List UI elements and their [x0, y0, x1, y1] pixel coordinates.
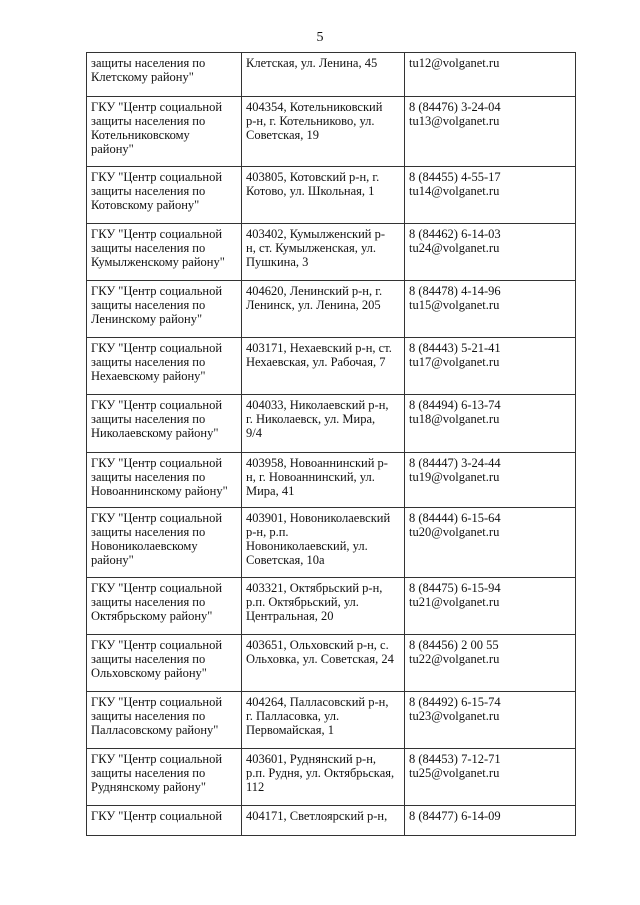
table-row: [87, 635, 576, 692]
table-row: [87, 224, 576, 281]
contact-cell: 8 (84455) 4-55-17 tu14@volganet.ru: [405, 167, 576, 224]
contact-cell: 8 (84462) 6-14-03 tu24@volganet.ru: [405, 224, 576, 281]
contact-cell: 8 (84475) 6-15-94 tu21@volganet.ru: [405, 578, 576, 635]
org-name-cell: ГКУ "Центр социальной защиты населения по Котельниковскому району": [87, 97, 242, 167]
org-name-cell: ГКУ "Центр социальной защиты населения по Ленинскому району": [87, 281, 242, 338]
table-row: [87, 692, 576, 749]
org-name-cell: ГКУ "Центр социальной защиты населения по Палласовскому району": [87, 692, 242, 749]
address-cell: 404264, Палласовский р-н, г. Палласовка, ул. Первомайская, 1: [242, 692, 405, 749]
table-row: [87, 508, 576, 578]
org-name-cell: ГКУ "Центр социальной защиты населения по Новониколаевскому району": [87, 508, 242, 578]
address-cell: 403901, Новониколаевский р-н, р.п. Новониколаевский, ул. Советская, 10а: [242, 508, 405, 578]
address-cell: 403171, Нехаевский р-н, ст. Нехаевская, ул. Рабочая, 7: [242, 338, 405, 395]
org-name-cell: ГКУ "Центр социальной защиты населения по Руднянскому району": [87, 749, 242, 806]
table-row: [87, 749, 576, 806]
org-name-cell: ГКУ "Центр социальной защиты населения по Кумылженскому району": [87, 224, 242, 281]
address-cell: 403805, Котовский р-н, г. Котово, ул. Школьная, 1: [242, 167, 405, 224]
page-number: 5: [316, 30, 324, 45]
table-row: [87, 167, 576, 224]
table-row: [87, 281, 576, 338]
address-cell: Клетская, ул. Ленина, 45: [242, 53, 405, 97]
table-body: [87, 53, 576, 836]
address-cell: 403601, Руднянский р-н, р.п. Рудня, ул. Октябрьская, 112: [242, 749, 405, 806]
contact-cell: 8 (84444) 6-15-64 tu20@volganet.ru: [405, 508, 576, 578]
contact-cell: 8 (84447) 3-24-44 tu19@volganet.ru: [405, 453, 576, 508]
address-cell: 403958, Новоаннинский р- н, г. Новоаннинский, ул. Мира, 41: [242, 453, 405, 508]
table-row: [87, 453, 576, 508]
address-cell: 404354, Котельниковский р-н, г. Котельниково, ул. Советская, 19: [242, 97, 405, 167]
org-name-cell: ГКУ "Центр социальной: [87, 806, 242, 836]
contact-cell: 8 (84453) 7-12-71 tu25@volganet.ru: [405, 749, 576, 806]
table-row: [87, 53, 576, 97]
address-cell: 404033, Николаевский р-н, г. Николаевск, ул. Мира, 9/4: [242, 395, 405, 453]
contact-cell: tu12@volganet.ru: [405, 53, 576, 97]
org-name-cell: ГКУ "Центр социальной защиты населения по Новоаннинскому району": [87, 453, 242, 508]
org-name-cell: ГКУ "Центр социальной защиты населения по Нехаевскому району": [87, 338, 242, 395]
contact-cell: 8 (84443) 5-21-41 tu17@volganet.ru: [405, 338, 576, 395]
org-name-cell: ГКУ "Центр социальной защиты населения по Ольховскому району": [87, 635, 242, 692]
address-cell: 403402, Кумылженский р- н, ст. Кумылженская, ул. Пушкина, 3: [242, 224, 405, 281]
contact-cell: 8 (84477) 6-14-09: [405, 806, 576, 836]
address-cell: 403651, Ольховский р-н, с. Ольховка, ул. Советская, 24: [242, 635, 405, 692]
table-row: [87, 97, 576, 167]
address-cell: 404620, Ленинский р-н, г. Ленинск, ул. Ленина, 205: [242, 281, 405, 338]
contact-cell: 8 (84476) 3-24-04 tu13@volganet.ru: [405, 97, 576, 167]
contact-cell: 8 (84492) 6-15-74 tu23@volganet.ru: [405, 692, 576, 749]
table-row: [87, 338, 576, 395]
address-cell: 403321, Октябрьский р-н, р.п. Октябрьский, ул. Центральная, 20: [242, 578, 405, 635]
contact-cell: 8 (84494) 6-13-74 tu18@volganet.ru: [405, 395, 576, 453]
contact-cell: 8 (84478) 4-14-96 tu15@volganet.ru: [405, 281, 576, 338]
contact-cell: 8 (84456) 2 00 55 tu22@volganet.ru: [405, 635, 576, 692]
address-cell: 404171, Светлоярский р-н,: [242, 806, 405, 836]
org-name-cell: защиты населения по Клетскому району": [87, 53, 242, 97]
table-row: [87, 395, 576, 453]
table-row: [87, 806, 576, 836]
table-row: [87, 578, 576, 635]
org-name-cell: ГКУ "Центр социальной защиты населения по Котовскому району": [87, 167, 242, 224]
org-name-cell: ГКУ "Центр социальной защиты населения по Октябрьскому району": [87, 578, 242, 635]
contacts-table: [86, 52, 576, 836]
org-name-cell: ГКУ "Центр социальной защиты населения по Николаевскому району": [87, 395, 242, 453]
